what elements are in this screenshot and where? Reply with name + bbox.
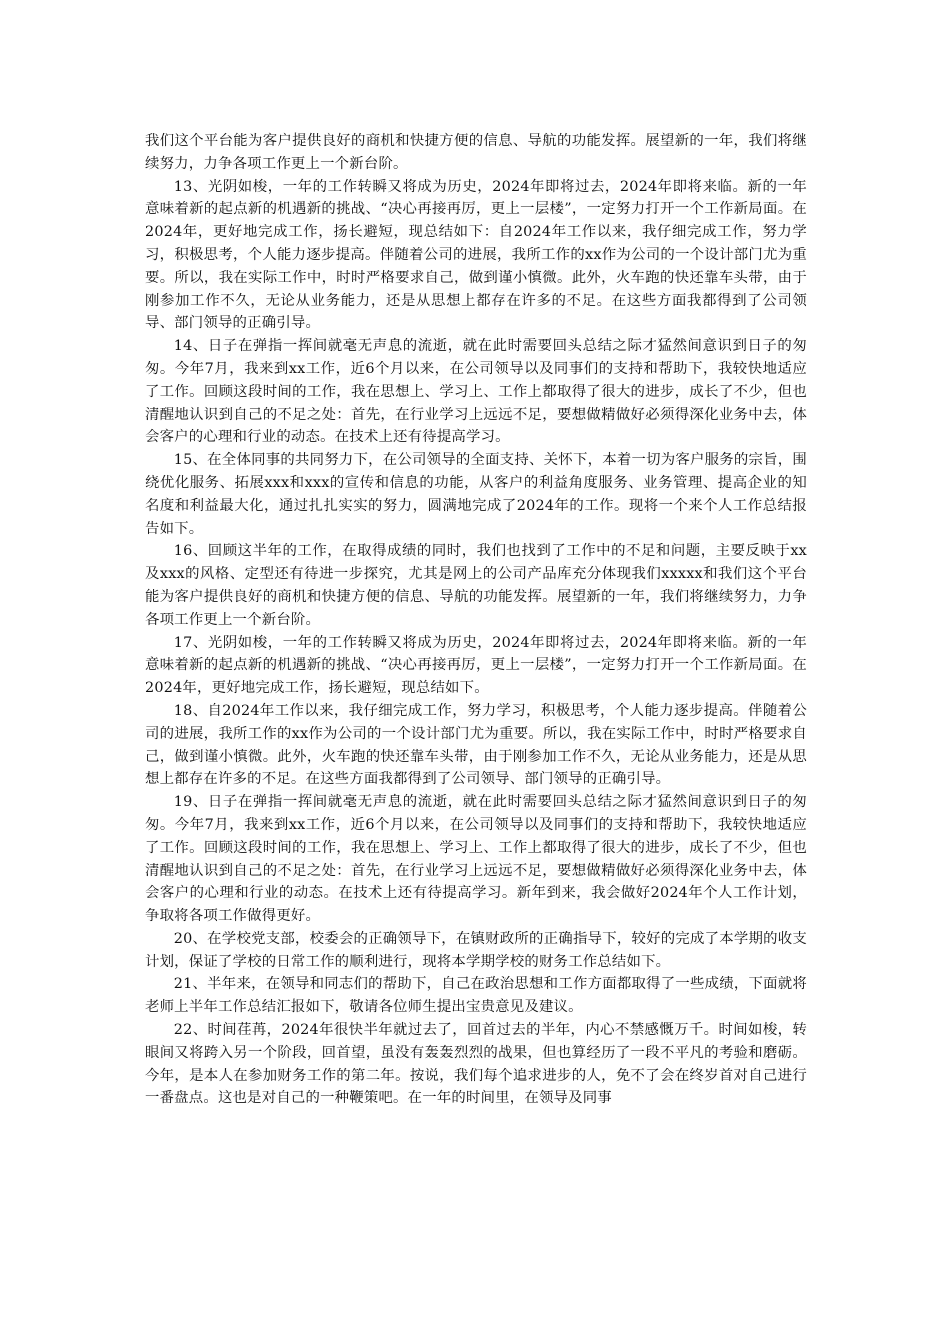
paragraph-17: 17、光阴如梭，一年的工作转瞬又将成为历史，2024年即将过去，2024年即将来临。新的一年意味着新的起点新的机遇新的挑战、“决心再接再厉，更上一层楼”，一定努力打开一个工作新局面。在2024年，更好地完成工作，扬长避短，现总结如下。	[145, 634, 807, 697]
paragraph-14: 14、日子在弹指一挥间就毫无声息的流逝，就在此时需要回头总结之际才猛然间意识到日子的匆匆。今年7月，我来到xx工作，近6个月以来，在公司领导以及同事们的支持和帮助下，我较快地适应了工作。回顾这段时间的工作，我在思想上、学习上、工作上都取得了很大的进步，成长了不少，但也清醒地认识到自己的不足之处：首先，在行业学习上远远不足，要想做精做好必须得深化业务中去，体会客户的心理和行业的动态。在技术上还有待提高学习。	[145, 338, 807, 446]
document-body	[145, 130, 807, 1110]
paragraph-20: 20、在学校党支部，校委会的正确领导下，在镇财政所的正确指导下，较好的完成了本学期的收支计划，保证了学校的日常工作的顺利进行，现将本学期学校的财务工作总结如下。	[145, 930, 807, 970]
paragraph-13: 13、光阴如梭，一年的工作转瞬又将成为历史，2024年即将过去，2024年即将来临。新的一年意味着新的起点新的机遇新的挑战、“决心再接再厉，更上一层楼”，一定努力打开一个工作新局面。在2024年，更好地完成工作，扬长避短，现总结如下：自2024年工作以来，我仔细完成工作，努力学习，积极思考，个人能力逐步提高。伴随着公司的进展，我所工作的xx作为公司的一个设计部门尤为重要。所以，我在实际工作中，时时严格要求自己，做到谨小慎微。此外，火车跑的快还靠车头带，由于刚参加工作不久，无论从业务能力，还是从思想上都存在许多的不足。在这些方面我都得到了公司领导、部门领导的正确引导。	[145, 178, 807, 332]
paragraph-continuation: 我们这个平台能为客户提供良好的商机和快捷方便的信息、导航的功能发挥。展望新的一年，我们将继续努力，力争各项工作更上一个新台阶。	[145, 133, 807, 172]
paragraph-16: 16、回顾这半年的工作，在取得成绩的同时，我们也找到了工作中的不足和问题，主要反映于xx及xxx的风格、定型还有待进一步探究，尤其是网上的公司产品库充分体现我们xxxxx和我们这个平台能为客户提供良好的商机和快捷方便的信息、导航的功能发挥。展望新的一年，我们将继续努力，力争各项工作更上一个新台阶。	[145, 543, 807, 628]
paragraph-21: 21、半年来，在领导和同志们的帮助下，自己在政治思想和工作方面都取得了一些成绩，下面就将老师上半年工作总结汇报如下，敬请各位师生提出宝贵意见及建议。	[145, 976, 807, 1016]
paragraph-18: 18、自2024年工作以来，我仔细完成工作，努力学习，积极思考，个人能力逐步提高。伴随着公司的进展，我所工作的xx作为公司的一个设计部门尤为重要。所以，我在实际工作中，时时严格要求自己，做到谨小慎微。此外，火车跑的快还靠车头带，由于刚参加工作不久，无论从业务能力，还是从思想上都存在许多的不足。在这些方面我都得到了公司领导、部门领导的正确引导。	[145, 702, 807, 788]
paragraph-15: 15、在全体同事的共同努力下，在公司领导的全面支持、关怀下，本着一切为客户服务的宗旨，围绕优化服务、拓展xxx和xxx的宣传和信息的功能，从客户的利益角度服务、业务管理、提高企业的知名度和利益最大化，通过扎扎实实的努力，圆满地完成了2024年的工作。现将一个来个人工作总结报告如下。	[145, 452, 807, 537]
paragraph-22: 22、时间荏苒，2024年很快半年就过去了，回首过去的半年，内心不禁感慨万千。时间如梭，转眼间又将跨入另一个阶段，回首望，虽没有轰轰烈烈的战果，但也算经历了一段不平凡的考验和磨砺。今年，是本人在参加财务工作的第二年。按说，我们每个追求进步的人，免不了会在终岁首对自己进行一番盘点。这也是对自己的一种鞭策吧。在一年的时间里，在领导及同事	[145, 1022, 807, 1107]
paragraph-19: 19、日子在弹指一挥间就毫无声息的流逝，就在此时需要回头总结之际才猛然间意识到日子的匆匆。今年7月，我来到xx工作，近6个月以来，在公司领导以及同事们的支持和帮助下，我较快地适应了工作。回顾这段时间的工作，我在思想上、学习上、工作上都取得了很大的进步，成长了不少，但也清醒地认识到自己的不足之处：首先，在行业学习上远远不足，要想做精做好必须得深化业务中去，体会客户的心理和行业的动态。在技术上还有待提高学习。新年到来，我会做好2024年个人工作计划，争取将各项工作做得更好。	[145, 794, 807, 925]
